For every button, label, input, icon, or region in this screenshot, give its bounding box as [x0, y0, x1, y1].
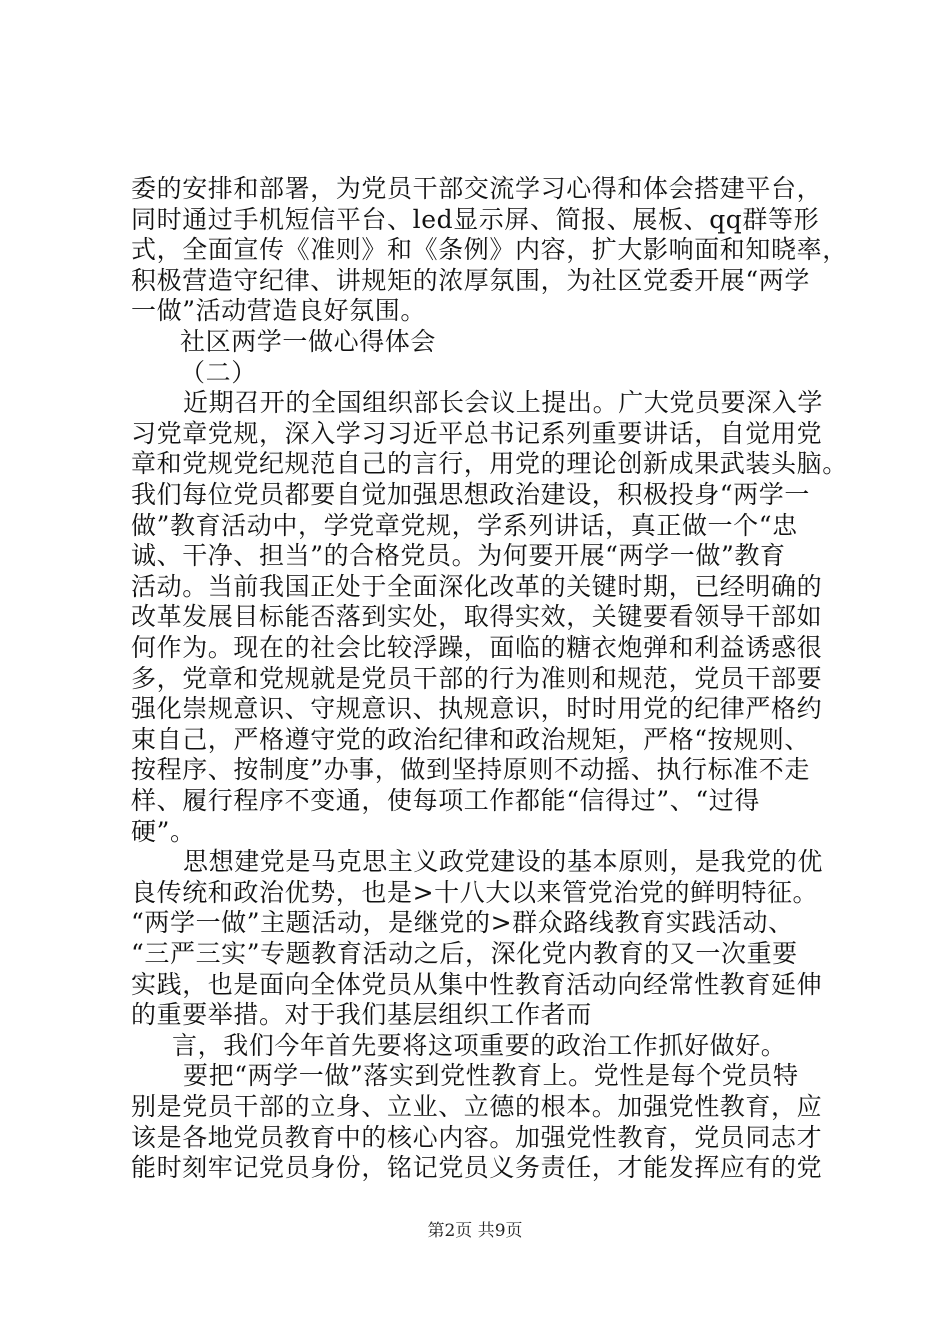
text-line: 一做”活动营造良好氛围。 — [131, 296, 426, 325]
text-line: 强化崇规意识、守规意识、执规意识，时时用党的纪律严格约 — [131, 694, 823, 723]
text-line: 委的安排和部署，为党员干部交流学习心得和体会搭建平台， — [131, 174, 823, 203]
text-line: 改革发展目标能否落到实处，取得实效，关键要看领导干部如 — [131, 602, 823, 631]
text-line: 思想建党是马克思主义政党建设的基本原则，是我党的优 — [183, 847, 824, 876]
text-line: 做”教育活动中，学党章党规，学系列讲话，真正做一个“忠 — [131, 511, 798, 540]
text-line: 能时刻牢记党员身份，铭记党员义务责任，才能发挥应有的党 — [131, 1153, 823, 1182]
text-line: 章和党规党纪规范自己的言行，用党的理论创新成果武装头脑。 — [131, 449, 848, 478]
page-number-label: 第2页 共9页 — [427, 1221, 523, 1241]
text-line: 多，党章和党规就是党员干部的行为准则和规范，党员干部要 — [131, 664, 823, 693]
text-line: 活动。当前我国正处于全面深化改革的关键时期，已经明确的 — [131, 572, 823, 601]
text-line: 式，全面宣传《准则》和《条例》内容，扩大影响面和知晓率， — [131, 235, 848, 264]
text-line: 别是党员干部的立身、立业、立德的根本。加强党性教育，应 — [131, 1092, 823, 1121]
text-line: 硬”。 — [131, 817, 196, 846]
text-line: 何作为。现在的社会比较浮躁，面临的糖衣炮弹和利益诱惑很 — [131, 633, 823, 662]
text-line: 要把“两学一做”落实到党性教育上。党性是每个党员特 — [183, 1061, 799, 1090]
text-line: 诚、干净、担当”的合格党员。为何要开展“两学一做”教育 — [131, 541, 786, 570]
text-line: 样、履行程序不变通，使每项工作都能“信得过”、“过得 — [131, 786, 760, 815]
text-line: 束自己，严格遵守党的政治纪律和政治规矩，严格“按规则、 — [131, 725, 810, 754]
text-line: “三严三实”专题教育活动之后，深化党内教育的又一次重要 — [131, 939, 798, 968]
section-heading: 社区两学一做心得体会 — [180, 327, 437, 356]
text-line: 言，我们今年首先要将这项重要的政治工作抓好做好。 — [172, 1031, 787, 1060]
text-line: 同时通过手机短信平台、led显示屏、简报、展板、qq群等形 — [131, 205, 820, 234]
text-line: 近期召开的全国组织部长会议上提出。广大党员要深入学 — [183, 388, 824, 417]
text-line: 该是各地党员教育中的核心内容。加强党性教育，党员同志才 — [131, 1123, 823, 1152]
section-number: （二） — [180, 358, 257, 387]
text-line: 积极营造守纪律、讲规矩的浓厚氛围，为社区党委开展“两学 — [131, 266, 810, 295]
text-line: 实践，也是面向全体党员从集中性教育活动向经常性教育延伸 — [131, 970, 823, 999]
text-line: “两学一做”主题活动，是继党的>群众路线教育实践活动、 — [131, 908, 794, 937]
text-line: 习党章党规，深入学习习近平总书记系列重要讲话，自觉用党 — [131, 419, 823, 448]
text-line: 按程序、按制度”办事，做到坚持原则不动摇、执行标准不走 — [131, 755, 810, 784]
text-line: 我们每位党员都要自觉加强思想政治建设，积极投身“两学一 — [131, 480, 810, 509]
text-line: 的重要举措。对于我们基层组织工作者而 — [131, 1000, 592, 1029]
text-line: 良传统和政治优势，也是>十八大以来管党治党的鲜明特征。 — [131, 878, 819, 907]
page-footer — [0, 1216, 950, 1241]
